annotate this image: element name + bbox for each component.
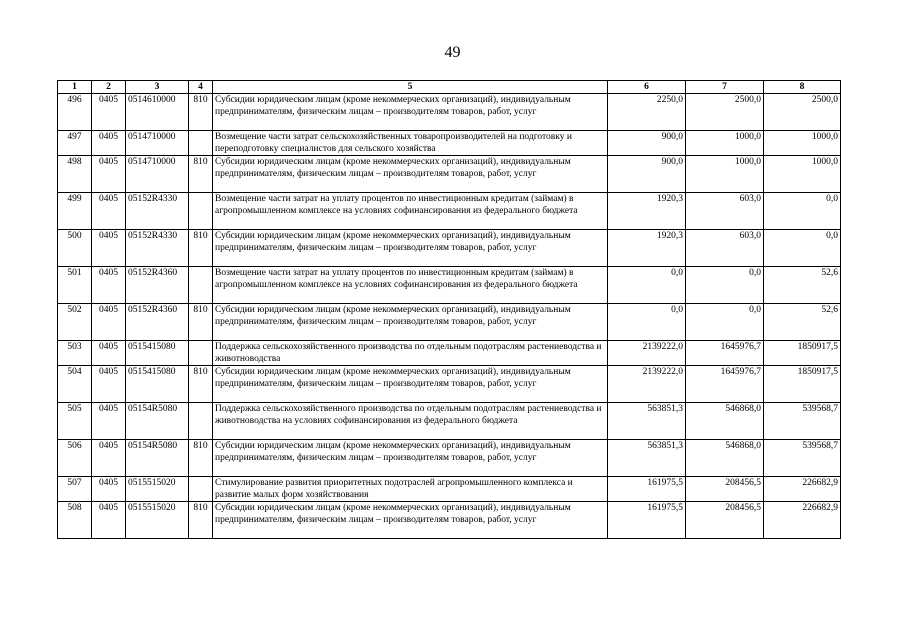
article-code: 0515515020 [126,477,189,502]
value-col8: 52,6 [764,304,841,341]
row-number: 498 [58,156,92,193]
value-col6: 563851,3 [608,403,686,440]
article-code: 0514710000 [126,156,189,193]
article-code: 05152R4330 [126,193,189,230]
item-name: Субсидии юридическим лицам (кроме некоммерческих организаций), индивидуальным предпринимателям, физическим лицам – производителям товаров, работ, услуг [213,94,608,131]
item-name: Поддержка сельскохозяйственного производства по отдельным подотраслям растениеводства и животноводства на условиях софинансирования из федерального бюджета [213,403,608,440]
value-col7: 1645976,7 [686,341,764,366]
article-code: 0514710000 [126,131,189,156]
article-code: 05152R4360 [126,304,189,341]
column-header: 1 [58,81,92,94]
item-name: Субсидии юридическим лицам (кроме некоммерческих организаций), индивидуальным предпринимателям, физическим лицам – производителям товаров, работ, услуг [213,440,608,477]
value-col6: 161975,5 [608,502,686,539]
value-col7: 208456,5 [686,502,764,539]
row-number: 502 [58,304,92,341]
section-code: 0405 [92,440,126,477]
value-col7: 603,0 [686,193,764,230]
row-number: 508 [58,502,92,539]
article-code: 05152R4330 [126,230,189,267]
column-header: 4 [189,81,213,94]
value-col6: 161975,5 [608,477,686,502]
value-col6: 1920,3 [608,230,686,267]
column-header: 6 [608,81,686,94]
value-col8: 1850917,5 [764,341,841,366]
row-number: 504 [58,366,92,403]
value-col7: 546868,0 [686,403,764,440]
article-code: 0514610000 [126,94,189,131]
item-name: Возмещение части затрат на уплату процентов по инвестиционным кредитам (займам) в агропромышленном комплексе на условиях софинансирования из федерального бюджета [213,267,608,304]
item-name: Возмещение части затрат сельскохозяйственных товаропроизводителей на подготовку и переподготовку специалистов для сельского хозяйства [213,131,608,156]
expense-type-code [189,403,213,440]
row-number: 503 [58,341,92,366]
article-code: 0515415080 [126,366,189,403]
value-col6: 2250,0 [608,94,686,131]
table-row [58,193,841,230]
section-code: 0405 [92,230,126,267]
value-col7: 0,0 [686,304,764,341]
column-header: 2 [92,81,126,94]
value-col7: 546868,0 [686,440,764,477]
value-col8: 226682,9 [764,477,841,502]
row-number: 507 [58,477,92,502]
row-number: 501 [58,267,92,304]
page-number: 49 [444,44,461,61]
item-name: Субсидии юридическим лицам (кроме некоммерческих организаций), индивидуальным предпринимателям, физическим лицам – производителям товаров, работ, услуг [213,230,608,267]
value-col6: 0,0 [608,304,686,341]
table-row [58,502,841,539]
value-col6: 2139222,0 [608,341,686,366]
expense-type-code [189,131,213,156]
table-row [58,94,841,131]
expense-type-code: 810 [189,94,213,131]
value-col8: 0,0 [764,230,841,267]
expense-type-code: 810 [189,304,213,341]
section-code: 0405 [92,477,126,502]
expense-type-code [189,477,213,502]
section-code: 0405 [92,403,126,440]
table-body [58,94,841,539]
value-col7: 0,0 [686,267,764,304]
value-col6: 0,0 [608,267,686,304]
section-code: 0405 [92,304,126,341]
value-col7: 1000,0 [686,156,764,193]
table-row [58,304,841,341]
value-col6: 900,0 [608,131,686,156]
article-code: 0515415080 [126,341,189,366]
section-code: 0405 [92,366,126,403]
column-header: 3 [126,81,189,94]
section-code: 0405 [92,193,126,230]
table-row [58,267,841,304]
table-row [58,230,841,267]
section-code: 0405 [92,341,126,366]
row-number: 505 [58,403,92,440]
expense-type-code [189,341,213,366]
article-code: 0515515020 [126,502,189,539]
table-row [58,403,841,440]
item-name: Субсидии юридическим лицам (кроме некоммерческих организаций), индивидуальным предпринимателям, физическим лицам – производителям товаров, работ, услуг [213,366,608,403]
row-number: 500 [58,230,92,267]
article-code: 05152R4360 [126,267,189,304]
row-number: 506 [58,440,92,477]
section-code: 0405 [92,156,126,193]
header-row [58,81,841,94]
article-code: 05154R5080 [126,440,189,477]
value-col8: 539568,7 [764,403,841,440]
expense-type-code [189,267,213,304]
section-code: 0405 [92,131,126,156]
table-row [58,477,841,502]
expense-type-code: 810 [189,230,213,267]
item-name: Стимулирование развития приоритетных подотраслей агропромышленного комплекса и развитие малых форм хозяйствования [213,477,608,502]
item-name: Субсидии юридическим лицам (кроме некоммерческих организаций), индивидуальным предпринимателям, физическим лицам – производителям товаров, работ, услуг [213,304,608,341]
item-name: Субсидии юридическим лицам (кроме некоммерческих организаций), индивидуальным предпринимателям, физическим лицам – производителям товаров, работ, услуг [213,156,608,193]
article-code: 05154R5080 [126,403,189,440]
value-col6: 900,0 [608,156,686,193]
expense-type-code: 810 [189,366,213,403]
column-header: 8 [764,81,841,94]
budget-table [57,80,841,539]
value-col6: 2139222,0 [608,366,686,403]
value-col7: 208456,5 [686,477,764,502]
column-header: 5 [213,81,608,94]
table-row [58,440,841,477]
value-col7: 1645976,7 [686,366,764,403]
value-col6: 563851,3 [608,440,686,477]
item-name: Возмещение части затрат на уплату процентов по инвестиционным кредитам (займам) в агропромышленном комплексе на условиях софинансирования из федерального бюджета [213,193,608,230]
expense-type-code: 810 [189,156,213,193]
value-col8: 0,0 [764,193,841,230]
item-name: Поддержка сельскохозяйственного производства по отдельным подотраслям растениеводства и животноводства [213,341,608,366]
value-col8: 539568,7 [764,440,841,477]
section-code: 0405 [92,94,126,131]
item-name: Субсидии юридическим лицам (кроме некоммерческих организаций), индивидуальным предпринимателям, физическим лицам – производителям товаров, работ, услуг [213,502,608,539]
table-row [58,366,841,403]
column-header: 7 [686,81,764,94]
expense-type-code: 810 [189,440,213,477]
row-number: 496 [58,94,92,131]
value-col8: 1850917,5 [764,366,841,403]
value-col8: 52,6 [764,267,841,304]
table-row [58,341,841,366]
value-col8: 2500,0 [764,94,841,131]
value-col7: 1000,0 [686,131,764,156]
table-row [58,156,841,193]
value-col6: 1920,3 [608,193,686,230]
table-row [58,131,841,156]
section-code: 0405 [92,267,126,304]
expense-type-code: 810 [189,502,213,539]
row-number: 497 [58,131,92,156]
value-col8: 1000,0 [764,156,841,193]
value-col8: 1000,0 [764,131,841,156]
section-code: 0405 [92,502,126,539]
value-col7: 2500,0 [686,94,764,131]
value-col7: 603,0 [686,230,764,267]
value-col8: 226682,9 [764,502,841,539]
row-number: 499 [58,193,92,230]
expense-type-code [189,193,213,230]
